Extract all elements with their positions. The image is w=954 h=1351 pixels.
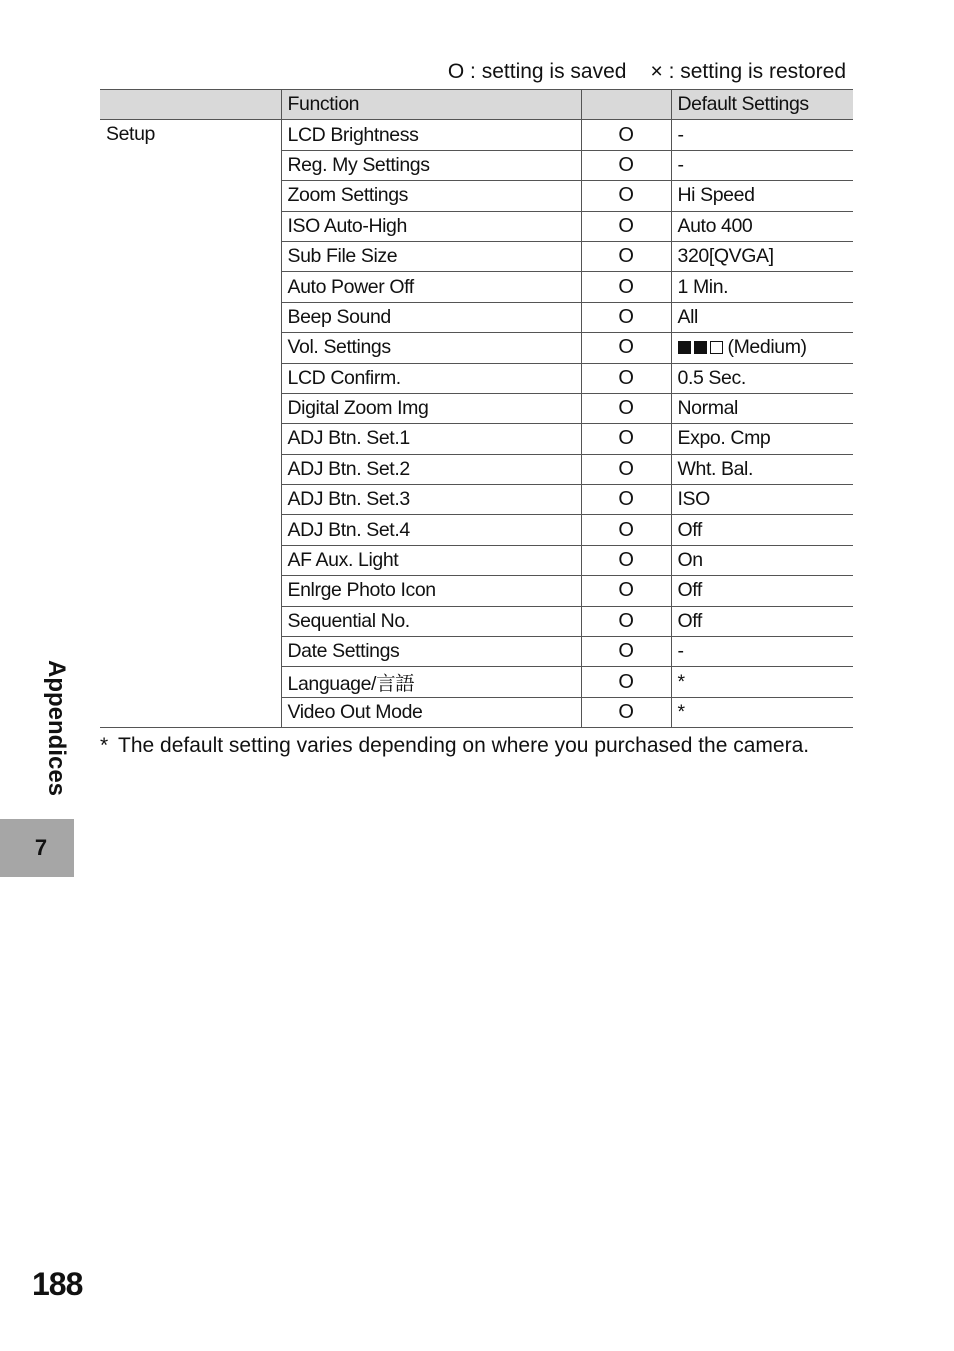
default-setting-cell: -	[671, 150, 853, 180]
default-setting-cell: *	[671, 697, 853, 727]
function-cell: Date Settings	[281, 637, 581, 667]
table-row	[100, 120, 853, 150]
legend-saved: O : setting is saved	[447, 60, 627, 83]
default-setting-cell: ISO	[671, 485, 853, 515]
default-setting-cell: Normal	[671, 393, 853, 423]
function-cell: Digital Zoom Img	[281, 393, 581, 423]
saved-mark-cell: O	[581, 576, 671, 606]
legend-restored: × : setting is restored	[650, 60, 846, 83]
function-cell: ADJ Btn. Set.2	[281, 454, 581, 484]
function-cell: ADJ Btn. Set.4	[281, 515, 581, 545]
empty-square-icon	[710, 341, 723, 354]
table-body	[100, 120, 853, 728]
saved-mark-cell: O	[581, 393, 671, 423]
page-number: 188	[32, 1266, 83, 1302]
section-label: Appendices	[43, 660, 70, 797]
default-setting-cell: Auto 400	[671, 211, 853, 241]
table-header-row	[100, 90, 853, 120]
default-setting-cell: Off	[671, 515, 853, 545]
default-setting-cell: All	[671, 302, 853, 332]
default-setting-cell: -	[671, 637, 853, 667]
filled-square-icon	[694, 341, 707, 354]
chapter-tab	[0, 819, 74, 877]
saved-mark-cell: O	[581, 363, 671, 393]
saved-mark-cell: O	[581, 637, 671, 667]
function-cell: Enlrge Photo Icon	[281, 576, 581, 606]
function-cell: Language/言語	[281, 667, 581, 697]
saved-mark-cell: O	[581, 515, 671, 545]
default-setting-cell: 1 Min.	[671, 272, 853, 302]
saved-mark-cell: O	[581, 454, 671, 484]
saved-mark-cell: O	[581, 667, 671, 697]
filled-square-icon	[678, 341, 691, 354]
default-setting-cell: Off	[671, 576, 853, 606]
function-cell: ISO Auto-High	[281, 211, 581, 241]
default-setting-cell	[671, 333, 853, 363]
function-cell: LCD Brightness	[281, 120, 581, 150]
function-cell: Auto Power Off	[281, 272, 581, 302]
function-cell: Zoom Settings	[281, 181, 581, 211]
function-cell: Sub File Size	[281, 241, 581, 271]
function-cell: ADJ Btn. Set.3	[281, 485, 581, 515]
default-setting-cell: On	[671, 545, 853, 575]
saved-mark-cell: O	[581, 333, 671, 363]
footnote	[100, 734, 860, 758]
legend	[100, 60, 846, 84]
function-cell: Vol. Settings	[281, 333, 581, 363]
section-side-label	[40, 660, 74, 808]
function-cell: Sequential No.	[281, 606, 581, 636]
header-function: Function	[281, 90, 581, 120]
footnote-marker: *	[100, 734, 109, 757]
default-setting-cell: 0.5 Sec.	[671, 363, 853, 393]
saved-mark-cell: O	[581, 697, 671, 727]
volume-level-icon	[678, 336, 726, 358]
saved-mark-cell: O	[581, 120, 671, 150]
default-setting-cell: -	[671, 120, 853, 150]
header-group	[100, 90, 281, 120]
saved-mark-cell: O	[581, 211, 671, 241]
default-setting-cell: *	[671, 667, 853, 697]
chapter-number: 7	[34, 835, 48, 860]
saved-mark-cell: O	[581, 606, 671, 636]
group-label-setup: Setup	[100, 120, 281, 728]
saved-mark-cell: O	[581, 302, 671, 332]
default-setting-text: (Medium)	[727, 336, 807, 359]
footnote-text: The default setting varies depending on where you purchased the camera.	[118, 734, 810, 757]
saved-mark-cell: O	[581, 150, 671, 180]
default-setting-cell: Hi Speed	[671, 181, 853, 211]
saved-mark-cell: O	[581, 485, 671, 515]
saved-mark-cell: O	[581, 545, 671, 575]
saved-mark-cell: O	[581, 241, 671, 271]
default-setting-cell: Wht. Bal.	[671, 454, 853, 484]
function-cell: Beep Sound	[281, 302, 581, 332]
saved-mark-cell: O	[581, 424, 671, 454]
function-cell: Video Out Mode	[281, 697, 581, 727]
settings-table	[100, 89, 853, 728]
default-setting-cell: Off	[671, 606, 853, 636]
default-setting-cell: Expo. Cmp	[671, 424, 853, 454]
function-cell: LCD Confirm.	[281, 363, 581, 393]
header-default-settings: Default Settings	[671, 90, 853, 120]
function-cell: Reg. My Settings	[281, 150, 581, 180]
function-cell: ADJ Btn. Set.1	[281, 424, 581, 454]
default-setting-cell: 320[QVGA]	[671, 241, 853, 271]
function-cell: AF Aux. Light	[281, 545, 581, 575]
header-mark	[581, 90, 671, 120]
saved-mark-cell: O	[581, 181, 671, 211]
saved-mark-cell: O	[581, 272, 671, 302]
